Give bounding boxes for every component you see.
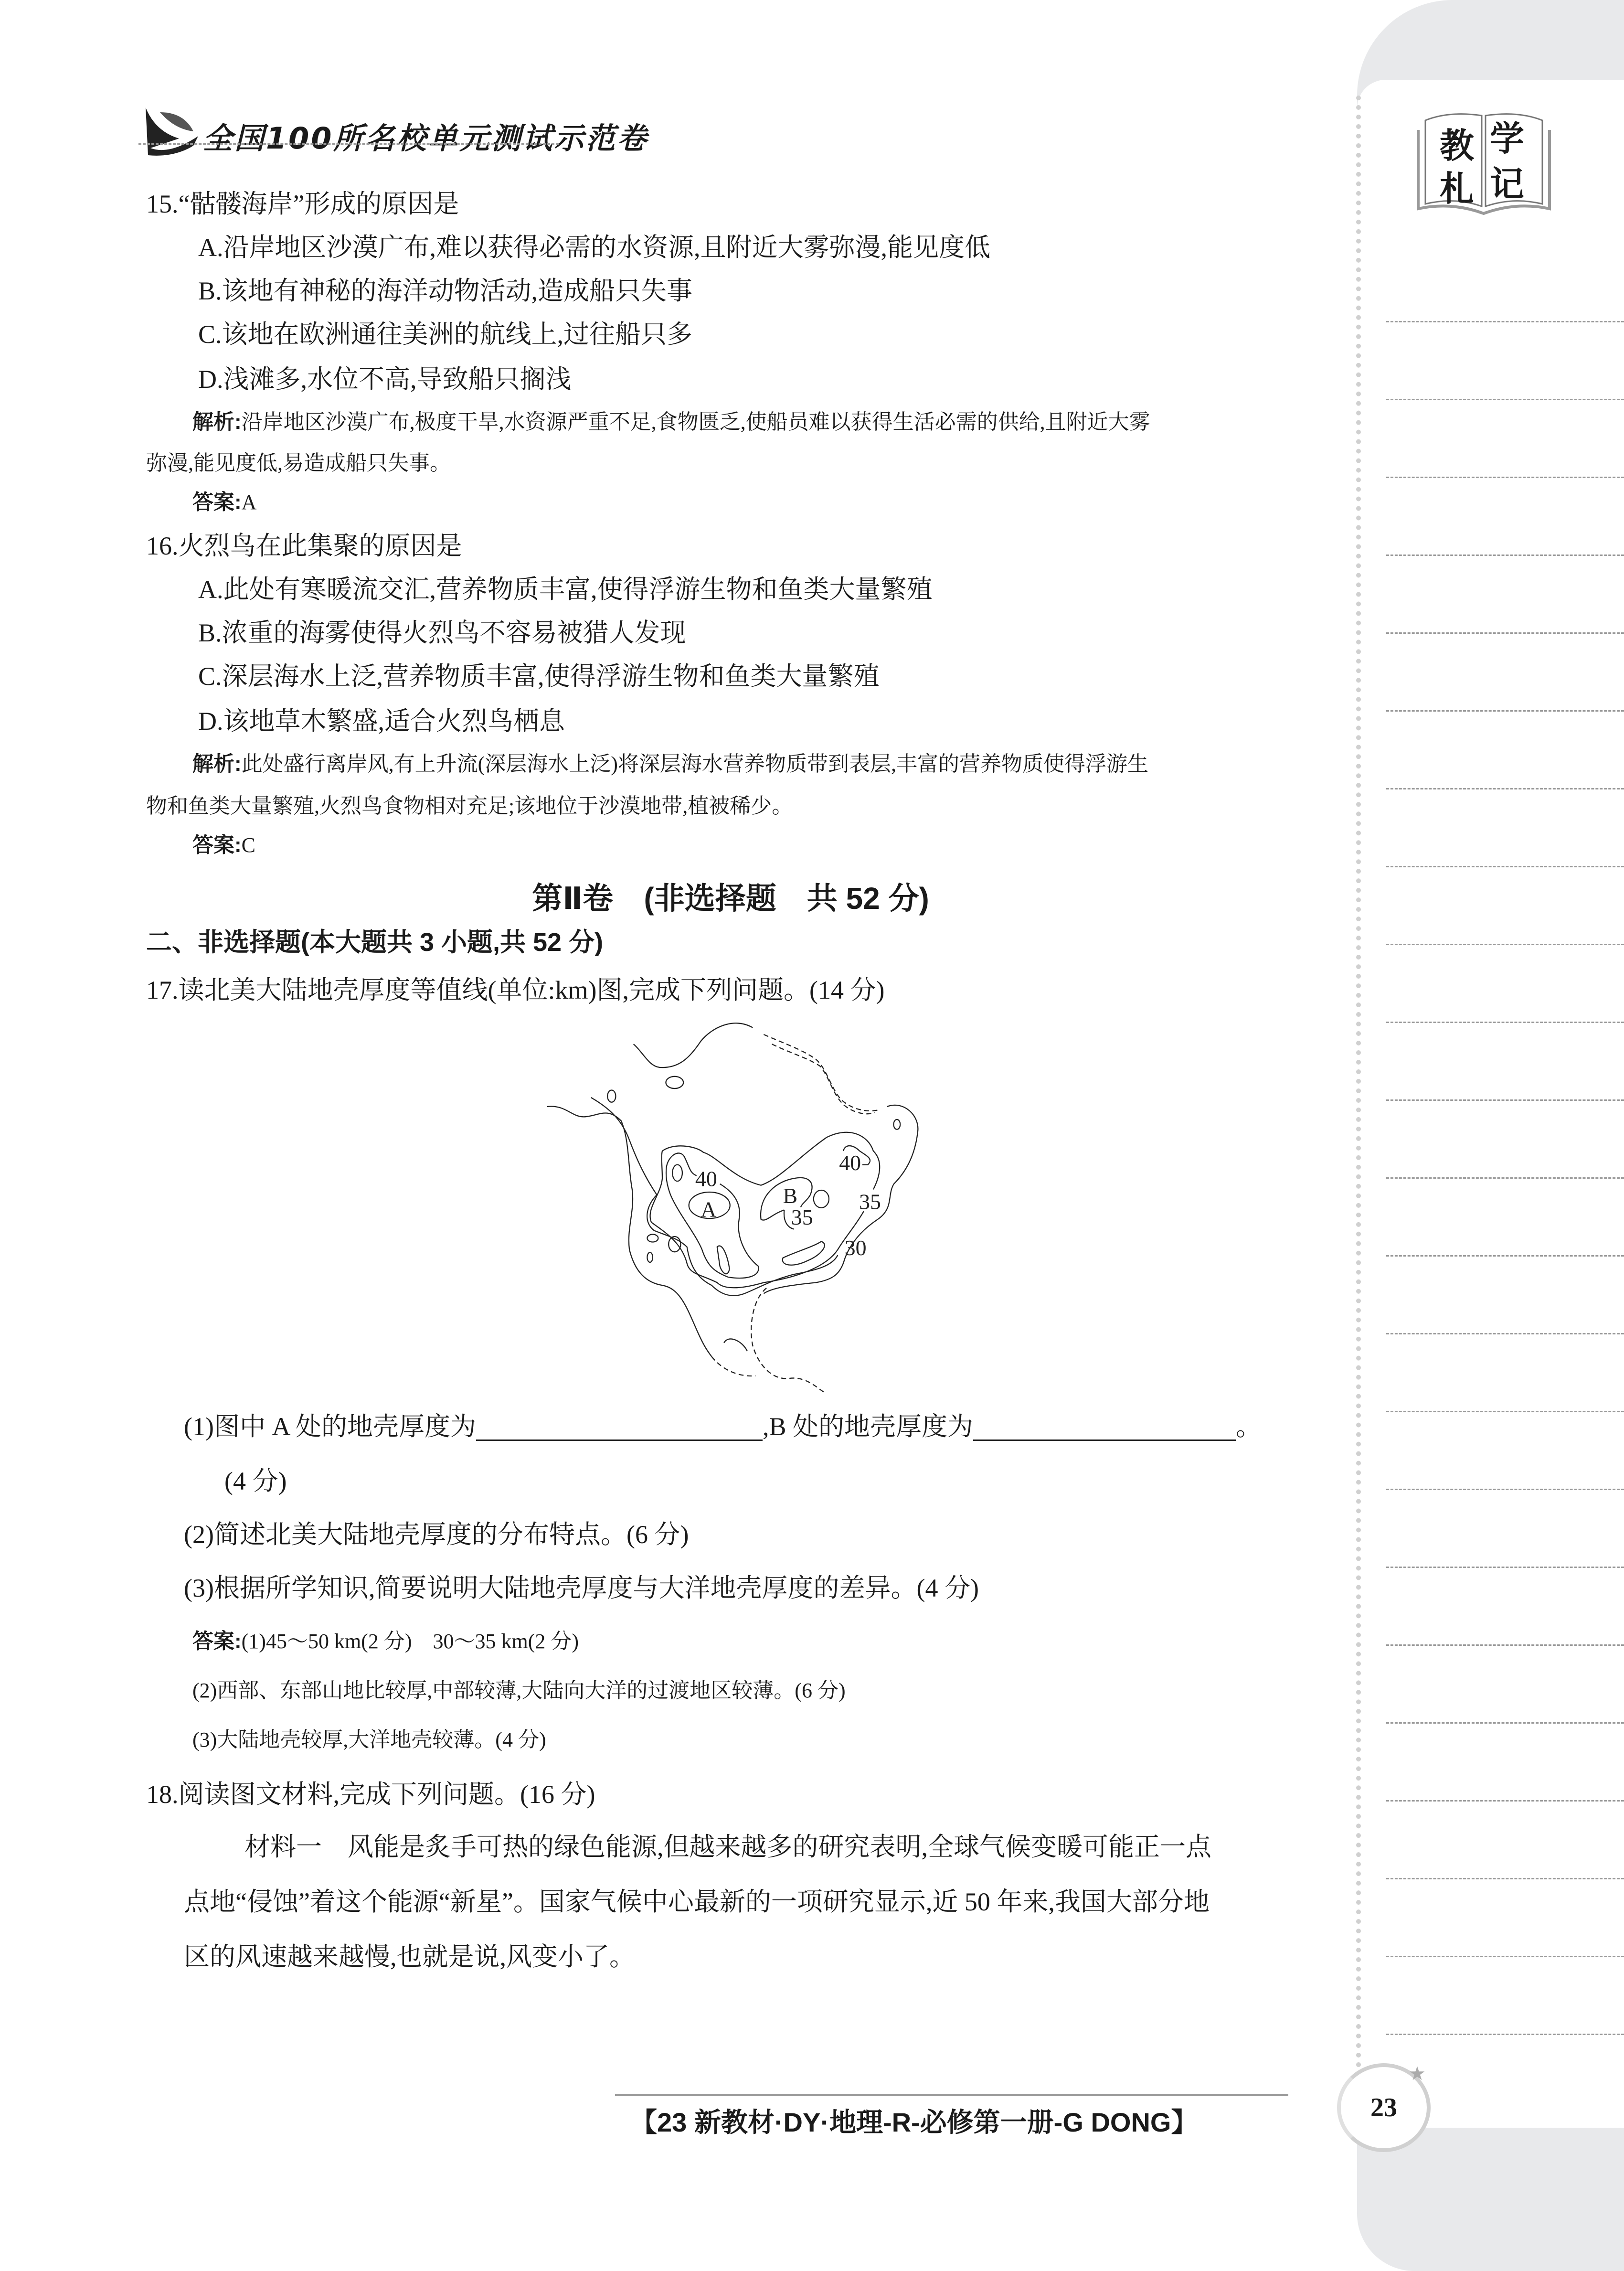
q17-sub1-b: ,B 处的地壳厚度为 bbox=[762, 1412, 974, 1441]
east-coast-dashed bbox=[764, 1034, 879, 1111]
note-line bbox=[1386, 1489, 1624, 1490]
header-title: 全国100所名校单元测试示范卷 bbox=[203, 121, 649, 156]
answer-label: 答案: bbox=[192, 1630, 242, 1653]
label-35-b: 35 bbox=[791, 1205, 813, 1229]
note-line bbox=[1386, 944, 1624, 945]
logo-char: 学 bbox=[1490, 118, 1525, 159]
note-line bbox=[1386, 1800, 1624, 1802]
label-a: A bbox=[701, 1197, 717, 1222]
note-line bbox=[1386, 321, 1624, 322]
label-b: B bbox=[783, 1183, 798, 1208]
section-heading: 二、非选择题(本大题共 3 小题,共 52 分) bbox=[146, 928, 604, 957]
note-line bbox=[1386, 710, 1624, 712]
label-35-east: 35 bbox=[859, 1189, 881, 1214]
note-line bbox=[1386, 477, 1624, 478]
q16-stem: 16.火烈鸟在此集聚的原因是 bbox=[146, 532, 462, 560]
page-number: 23 bbox=[1337, 2063, 1431, 2152]
label-40-east: 40 bbox=[839, 1151, 861, 1175]
south-coast-dashed bbox=[751, 1288, 824, 1392]
q15-answer: A bbox=[241, 490, 257, 514]
q17-sub1-a: (1)图中 A 处的地壳厚度为 bbox=[184, 1412, 476, 1441]
part2-title: 第Ⅱ卷 (非选择题 共 52 分) bbox=[532, 881, 929, 916]
q16-analysis-cont: 物和鱼类大量繁殖,火烈鸟食物相对充足;该地位于沙漠地带,植被稀少。 bbox=[146, 794, 793, 818]
note-line bbox=[1386, 1722, 1624, 1724]
q16-analysis: 此处盛行离岸风,有上升流(深层海水上泛)将深层海水营养物质带到表层,丰富的营养物质使得浮游生 bbox=[241, 752, 1148, 776]
crust-thickness-map bbox=[525, 1003, 955, 1433]
q15-stem: 15.“骷髅海岸”形成的原因是 bbox=[146, 190, 459, 218]
footer-code: 【23 新教材·DY·地理-R-必修第一册-G DONG】 bbox=[630, 2107, 1198, 2137]
q18-material-line: 材料一 风能是炙手可热的绿色能源,但越来越多的研究表明,全球气候变暖可能正一点 bbox=[244, 1833, 1211, 1861]
q17-stem: 17.读北美大陆地壳厚度等值线(单位:km)图,完成下列问题。(14 分) bbox=[146, 976, 885, 1004]
star-icon: ★ bbox=[1409, 2063, 1426, 2084]
q15-analysis: 沿岸地区沙漠广布,极度干旱,水资源严重不足,食物匮乏,使船员难以获得生活必需的供给,且附近大雾 bbox=[241, 410, 1150, 434]
q15-option-d: D.浅滩多,水位不高,导致船只搁浅 bbox=[198, 365, 572, 394]
logo-char: 札 bbox=[1440, 168, 1475, 209]
q17-sub2: (2)简述北美大陆地壳厚度的分布特点。(6 分) bbox=[184, 1520, 689, 1549]
q16-option-a: A.此处有寒暖流交汇,营养物质丰富,使得浮游生物和鱼类大量繁殖 bbox=[198, 575, 933, 604]
q15-analysis-cont: 弥漫,能见度低,易造成船只失事。 bbox=[146, 451, 451, 475]
note-line bbox=[1386, 554, 1624, 556]
note-line bbox=[1386, 632, 1624, 634]
q18-material-line: 点地“侵蚀”着这个能源“新星”。国家气候中心最新的一项研究显示,近 50 年来,我国大部分地 bbox=[184, 1887, 1210, 1916]
q17-sub3: (3)根据所学知识,简要说明大陆地壳厚度与大洋地壳厚度的差异。(4 分) bbox=[184, 1574, 979, 1602]
logo-char: 记 bbox=[1490, 163, 1525, 204]
note-line bbox=[1386, 399, 1624, 400]
contour-30 bbox=[591, 1098, 838, 1296]
note-line bbox=[1386, 1567, 1624, 1568]
note-line bbox=[1386, 1956, 1624, 1957]
analysis-label: 解析: bbox=[192, 752, 242, 776]
q16-option-b: B.浓重的海雾使得火烈鸟不容易被猎人发现 bbox=[198, 618, 686, 647]
feather-logo-icon bbox=[141, 103, 203, 162]
north-coast bbox=[634, 1023, 753, 1067]
q17-answer-3: (3)大陆地壳较厚,大洋地壳较薄。(4 分) bbox=[192, 1728, 546, 1751]
analysis-label: 解析: bbox=[192, 410, 242, 434]
q16-option-c: C.深层海水上泛,营养物质丰富,使得浮游生物和鱼类大量繁殖 bbox=[198, 662, 880, 691]
q15-option-c: C.该地在欧洲通往美洲的航线上,过往船只多 bbox=[198, 320, 693, 349]
q17-sub1-end: 。 bbox=[1236, 1412, 1262, 1441]
answer-label: 答案: bbox=[192, 833, 242, 857]
answer-blank-a[interactable] bbox=[476, 1417, 763, 1441]
note-line bbox=[1386, 1177, 1624, 1179]
note-line bbox=[1386, 1022, 1624, 1023]
q17-answer-2: (2)西部、东部山地比较厚,中部较薄,大陆向大洋的过渡地区较薄。(6 分) bbox=[192, 1679, 846, 1702]
q18-stem: 18.阅读图文材料,完成下列问题。(16 分) bbox=[146, 1780, 595, 1809]
footer-divider bbox=[615, 2094, 1288, 2096]
answer-blank-b[interactable] bbox=[973, 1417, 1236, 1441]
answer-label: 答案: bbox=[192, 490, 242, 514]
header-divider bbox=[138, 143, 559, 145]
logo-char: 教 bbox=[1440, 125, 1475, 166]
q15-option-a: A.沿岸地区沙漠广布,难以获得必需的水资源,且附近大雾弥漫,能见度低 bbox=[198, 233, 990, 262]
q17-sub1-score: (4 分) bbox=[224, 1467, 287, 1495]
q16-option-d: D.该地草木繁盛,适合火烈鸟栖息 bbox=[198, 707, 565, 736]
notes-column bbox=[1357, 80, 1624, 2129]
label-40-west: 40 bbox=[695, 1166, 717, 1191]
note-line bbox=[1386, 1644, 1624, 1646]
west-coast bbox=[547, 1106, 711, 1356]
note-line bbox=[1386, 1411, 1624, 1412]
q18-material-line: 区的风速越来越慢,也就是说,风变小了。 bbox=[184, 1942, 635, 1971]
note-line bbox=[1386, 1099, 1624, 1101]
note-line bbox=[1386, 788, 1624, 789]
note-line bbox=[1386, 1333, 1624, 1334]
note-line bbox=[1386, 1255, 1624, 1257]
binding-dots bbox=[1356, 96, 1361, 2125]
book-logo-icon bbox=[1416, 106, 1552, 216]
label-30: 30 bbox=[844, 1236, 867, 1260]
note-line bbox=[1386, 2034, 1624, 2035]
q17-answer-1: (1)45～50 km(2 分) 30～35 km(2 分) bbox=[241, 1630, 579, 1653]
q16-answer: C bbox=[241, 833, 256, 857]
q15-option-b: B.该地有神秘的海洋动物活动,造成船只失事 bbox=[198, 277, 693, 305]
note-line bbox=[1386, 1878, 1624, 1879]
note-line bbox=[1386, 866, 1624, 867]
